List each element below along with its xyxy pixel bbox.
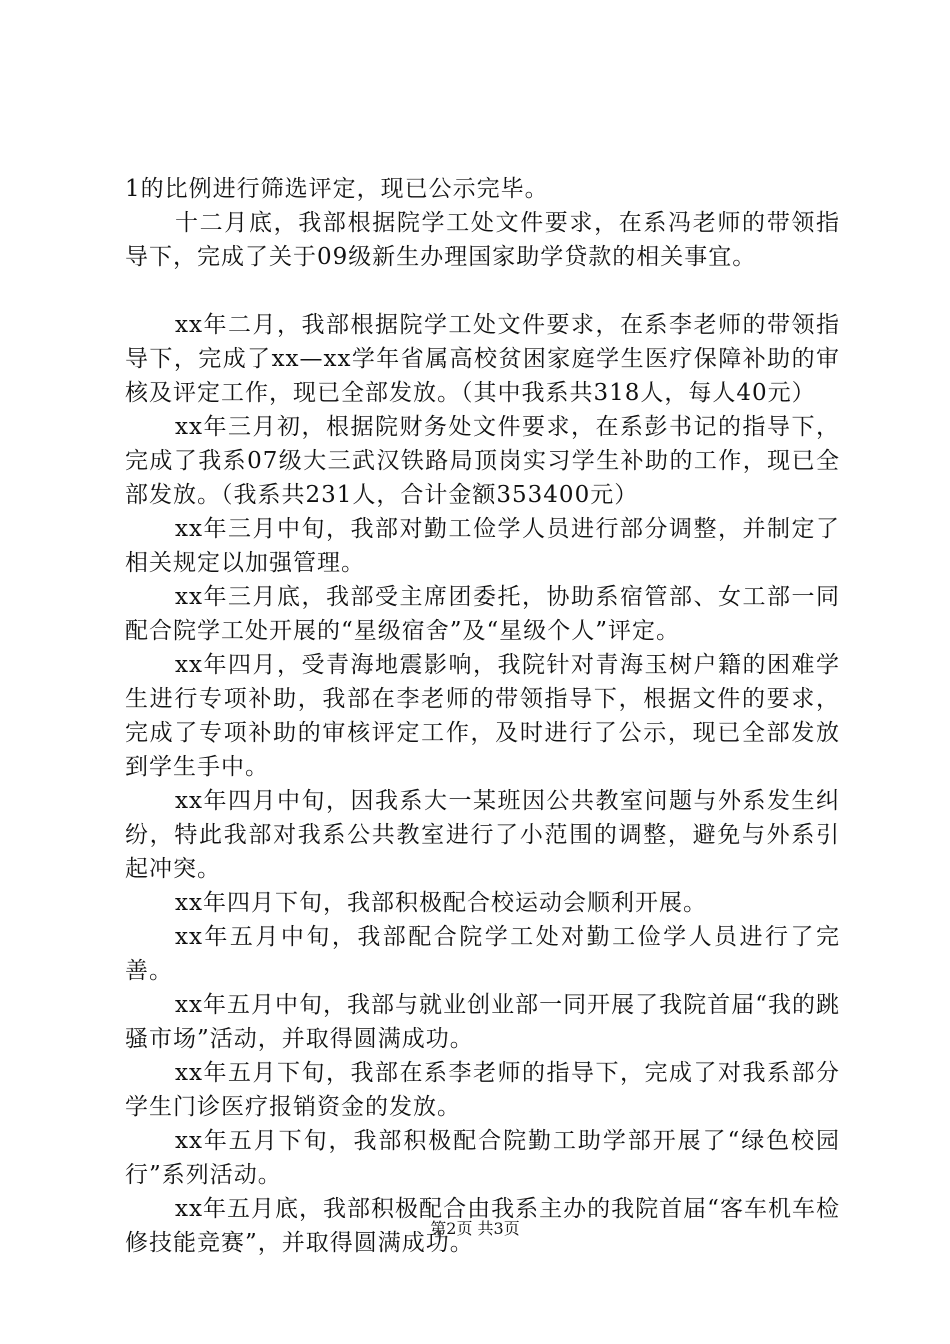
paragraph: xx年四月，受青海地震影响，我院针对青海玉树户籍的困难学生进行专项补助，我部在李老师的带领指导下，根据文件的要求，完成了专项补助的审核评定工作，及时进行了公示，现已全部发放到学生手中。 bbox=[125, 652, 840, 780]
paragraph: xx年三月底，我部受主席团委托，协助系宿管部、女工部一同配合院学工处开展的“星级宿舍”及“星级个人”评定。 bbox=[125, 584, 840, 644]
paragraph: xx年五月中旬，我部与就业创业部一同开展了我院首届“我的跳骚市场”活动，并取得圆满成功。 bbox=[125, 992, 840, 1052]
paragraph: 1的比例进行筛选评定，现已公示完毕。 bbox=[125, 176, 549, 202]
document-body bbox=[125, 172, 840, 1260]
paragraph: xx年四月下旬，我部积极配合校运动会顺利开展。 bbox=[175, 890, 707, 916]
page-number: 第2页 共3页 bbox=[430, 1219, 520, 1238]
paragraph: xx年五月下旬，我部积极配合院勤工助学部开展了“绿色校园行”系列活动。 bbox=[125, 1128, 840, 1188]
page-footer bbox=[0, 1216, 950, 1239]
paragraph: xx年五月底，我部积极配合由我系主办的我院首届“客车机车检修技能竞赛”，并取得圆满成功。 bbox=[125, 1196, 840, 1256]
paragraph: xx年五月中旬，我部配合院学工处对勤工俭学人员进行了完善。 bbox=[125, 924, 840, 984]
paragraph: xx年五月下旬，我部在系李老师的指导下，完成了对我系部分学生门诊医疗报销资金的发放。 bbox=[125, 1060, 840, 1120]
paragraph: xx年四月中旬，因我系大一某班因公共教室问题与外系发生纠纷，特此我部对我系公共教室进行了小范围的调整，避免与外系引起冲突。 bbox=[125, 788, 840, 882]
paragraph: xx年二月，我部根据院学工处文件要求，在系李老师的带领指导下，完成了xx—xx学年省属高校贫困家庭学生医疗保障补助的审核及评定工作，现已全部发放。（其中我系共318人，每人40元） bbox=[125, 312, 840, 406]
paragraph: xx年三月初，根据院财务处文件要求，在系彭书记的指导下，完成了我系07级大三武汉铁路局顶岗实习学生补助的工作，现已全部发放。（我系共231人，合计金额353400元） bbox=[125, 414, 840, 508]
paragraph: 十二月底，我部根据院学工处文件要求，在系冯老师的带领指导下，完成了关于09级新生办理国家助学贷款的相关事宜。 bbox=[125, 210, 840, 270]
paragraph: xx年三月中旬，我部对勤工俭学人员进行部分调整，并制定了相关规定以加强管理。 bbox=[125, 516, 840, 576]
